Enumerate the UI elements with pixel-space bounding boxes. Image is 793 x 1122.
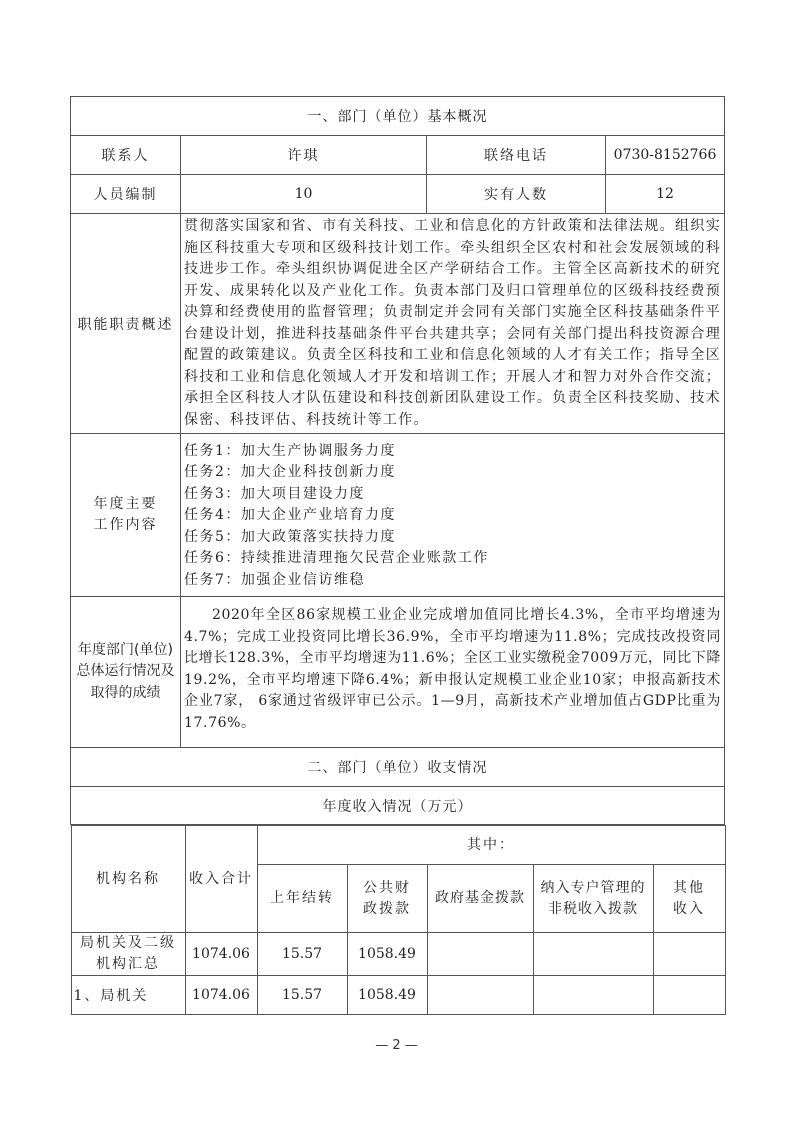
actual-staff-value: 12 (606, 175, 725, 214)
table-row (71, 976, 725, 1015)
row-non-tax (533, 976, 653, 1015)
achievements-label-line1: 年度部门(单位) (78, 641, 173, 658)
staff-quota-label: 人员编制 (71, 175, 181, 214)
contact-value: 许琪 (181, 136, 427, 175)
header-non-tax (533, 865, 653, 933)
basic-info-table (70, 96, 725, 1015)
tasks-label-line2: 工作内容 (93, 517, 158, 533)
duties-text: 贯彻落实国家和省、市有关科技、工业和信息化的方针政策和法律法规。组织实施区科技重大专项和区级科技计划工作。牵头组织全区农村和社会发展领域的科技进步工作。牵头组织协调促进全区产学研结合工作。主管全区高新技术的研究开发、成果转化以及产业化工作。负责本部门及归口管理单位的区级科技经费预决算和经费使用的监督管理；负责制定并会同有关部门实施全区科技基础条件平台建设计划，推进科技基础条件平台共建共享；会同有关部门提出科技资源合理配置的政策建议。负责全区科技和工业和信息化领域的人才有关工作；指导全区科技和工业和信息化领域人才开发和培训工作；开展人才和智力对外合作交流；承担全区科技人才队伍建设和科技创新团队建设工作。负责全区科技奖励、技术保密、科技评估、科技统计等工作。 (181, 214, 725, 434)
row-org-name (71, 933, 185, 976)
header-other (653, 865, 725, 933)
actual-staff-label: 实有人数 (427, 175, 606, 214)
duties-label: 职能职责概述 (71, 214, 181, 434)
header-non-tax-line1: 纳入专户管理的 (540, 879, 646, 896)
row-other (653, 933, 725, 976)
task-item: 任务6：持续推进清理拖欠民营企业账款工作 (184, 550, 489, 567)
header-total-income: 收入合计 (185, 826, 257, 933)
achievements-text-body: 2020年全区86家规模工业企业完成增加值同比增长4.3%，全市平均增速为4.7%；完成工业投资同比增长36.9%，全市平均增速为11.8%；完成技改投资同比增长128.3%，全市平均增速为11.6%；全区工业实缴税金7009万元，同比下降19.2%，全市平均增速下降6.4%；新申报认定规模工业企业10家；申报高新技术企业7家， 6家通过省级评审已公示。1—9月，高新技术产业增加值占GDP比重为17.76%。 (184, 607, 721, 731)
section2-title: 二、部门（单位）收支情况 (71, 748, 725, 787)
row-carryover: 15.57 (257, 976, 347, 1015)
tasks-label (71, 434, 181, 597)
income-subtitle: 年度收入情况（万元） (71, 787, 725, 825)
task-item: 任务5：加大政策落实扶持力度 (184, 528, 396, 545)
row-carryover: 15.57 (257, 933, 347, 976)
achievements-text (181, 597, 725, 748)
tasks-label-line1: 年度主要 (93, 496, 158, 512)
row-public-finance: 1058.49 (347, 976, 427, 1015)
task-item: 任务1：加大生产协调服务力度 (184, 442, 396, 459)
achievements-label (71, 597, 181, 748)
task-item: 任务2：加大企业科技创新力度 (184, 464, 396, 481)
row-total: 1074.06 (185, 933, 257, 976)
header-public-finance (347, 865, 427, 933)
row-gov-fund (427, 976, 533, 1015)
header-gov-fund: 政府基金拨款 (427, 865, 533, 933)
header-prev-year-carryover: 上年结转 (257, 865, 347, 933)
task-item: 任务7：加强企业信访维稳 (184, 571, 365, 588)
header-org-name: 机构名称 (71, 826, 185, 933)
header-non-tax-line2: 非税收入拨款 (548, 900, 638, 917)
header-public-finance-line2: 政拨款 (363, 900, 411, 917)
row-non-tax (533, 933, 653, 976)
page-number: — 2 — (375, 1038, 418, 1053)
phone-label: 联络电话 (427, 136, 606, 175)
achievements-label-line2: 总体运行情况及 (76, 663, 175, 680)
header-other-line2: 收入 (673, 900, 705, 917)
row-org-name-line1: 局机关及二级 (80, 935, 176, 951)
row-public-finance: 1058.49 (347, 933, 427, 976)
section1-title: 一、部门（单位）基本概况 (71, 97, 725, 136)
task-item: 任务3：加大项目建设力度 (184, 485, 365, 502)
row-total: 1074.06 (185, 976, 257, 1015)
row-org-name: 1、局机关 (71, 976, 185, 1015)
achievements-label-line3: 取得的成绩 (90, 684, 161, 701)
row-gov-fund (427, 933, 533, 976)
header-other-line1: 其他 (673, 879, 705, 896)
phone-value: 0730-8152766 (606, 136, 725, 175)
task-item: 任务4：加大企业产业培育力度 (184, 507, 396, 524)
row-other (653, 976, 725, 1015)
header-public-finance-line1: 公共财 (363, 879, 411, 896)
header-of-which: 其中： (257, 826, 725, 865)
row-org-name-line2: 机构汇总 (96, 956, 160, 972)
table-row (71, 933, 725, 976)
staff-quota-value: 10 (181, 175, 427, 214)
income-table (71, 825, 726, 1015)
contact-label: 联系人 (71, 136, 181, 175)
tasks-list (181, 434, 725, 597)
